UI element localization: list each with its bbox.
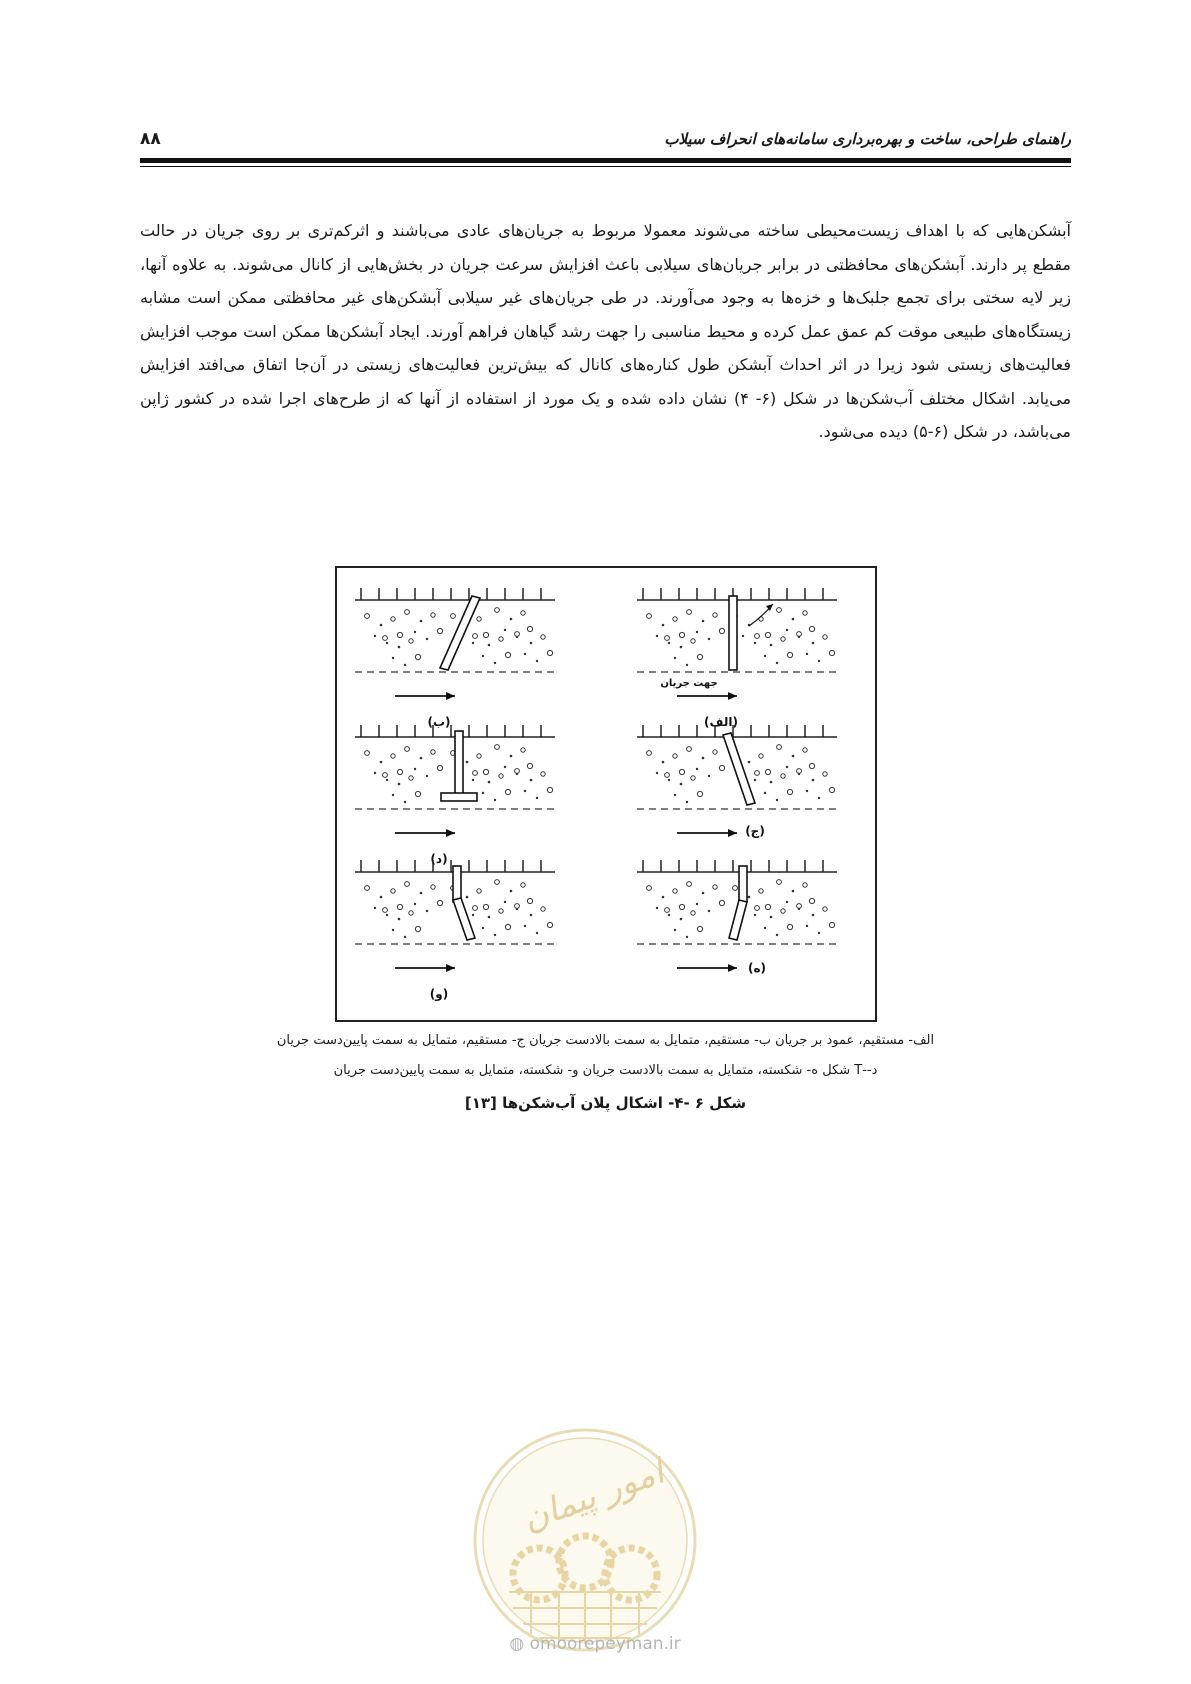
watermark-logo-text: امور پیمان	[517, 1451, 670, 1540]
panel-be	[355, 588, 555, 729]
panel-dal	[355, 725, 555, 866]
panel-be-label: (ب)	[427, 715, 451, 729]
flow-direction-label: جهت جریان	[660, 678, 718, 689]
panel-he	[637, 860, 837, 975]
watermark-url: ◍ omoorepeyman.ir	[509, 1634, 681, 1654]
header-rule-thin	[140, 166, 1071, 167]
header-rule-thick	[140, 158, 1071, 163]
running-title: راهنمای طراحی، ساخت و بهره‌برداری سامانه‌های انحراف سیلاب	[664, 130, 1071, 148]
globe-icon: ◍	[509, 1634, 525, 1654]
page-header	[140, 126, 1071, 152]
figure-drawing	[337, 568, 875, 1020]
figure-caption-legend-1: الف- مستقیم، عمود بر جریان ب- مستقیم، متمایل به سمت بالادست جریان ج- مستقیم، متمایل به سمت پایین‌دست جریان	[276, 1033, 935, 1048]
panel-alef-label: (الف)	[704, 715, 738, 729]
panel-he-label: (ه)	[747, 961, 767, 975]
figure-caption-title: شکل ۶ -۴- اشکال پلان آب‌شکن‌ها [۱۳]	[464, 1094, 747, 1112]
panel-jim	[637, 725, 837, 838]
panel-jim-label: (ج)	[745, 824, 765, 838]
panel-dal-label: (د)	[430, 852, 448, 866]
figure-caption-legend-2: د--T شکل ه- شکسته، متمایل به سمت بالادست جریان و- شکسته، متمایل به سمت پایین‌دست جریان	[333, 1063, 878, 1078]
panel-vav	[355, 860, 555, 1002]
panel-alef	[637, 588, 837, 729]
watermark-logo	[469, 1424, 701, 1656]
groyne-plan-figure	[335, 566, 877, 1022]
page-number: ۸۸	[140, 129, 161, 149]
panel-vav-label: (و)	[429, 987, 449, 1001]
watermark-seal-icon	[469, 1424, 701, 1656]
body-paragraph: آبشکن‌هایی که با اهداف زیست‌محیطی ساخته می‌شوند معمولا مربوط به جریان‌های عادی می‌باشند و اثرکم‌تری بر روی جریان در حالت مقطع پر دارند. آبشکن‌های محافظتی در برابر جریان‌های سیلابی باعث افزایش سرعت جریان در بخش‌هایی از کانال می‌شوند. به علاوه آنها، زیر لایه سختی برای تجمع جلبک‌ها و خزه‌ها به وجود می‌آورند. در طی جریان‌های غیر سیلابی آبشکن‌های غیر محافظتی ممکن است مشابه زیستگاه‌های طبیعی موقت کم عمق عمل کرده و محیط مناسبی را جهت رشد گیاهان فراهم آورند. ایجاد آبشکن‌ها ممکن است موجب افزایش فعالیت‌های زیستی شود زیرا در اثر احداث آبشکن طول کناره‌های کانال که بیش‌ترین فعالیت‌های زیستی در آن‌جا اتفاق می‌افتد افزایش می‌یابد. اشکال مختلف آب‌شکن‌ها در شکل (۶- ۴) نشان داده شده و یک مورد از استفاده از آنها که از طرح‌های اجرا شده در کشور ژاپن می‌باشد، در شکل (۶-۵) دیده می‌شود.	[140, 221, 1072, 441]
